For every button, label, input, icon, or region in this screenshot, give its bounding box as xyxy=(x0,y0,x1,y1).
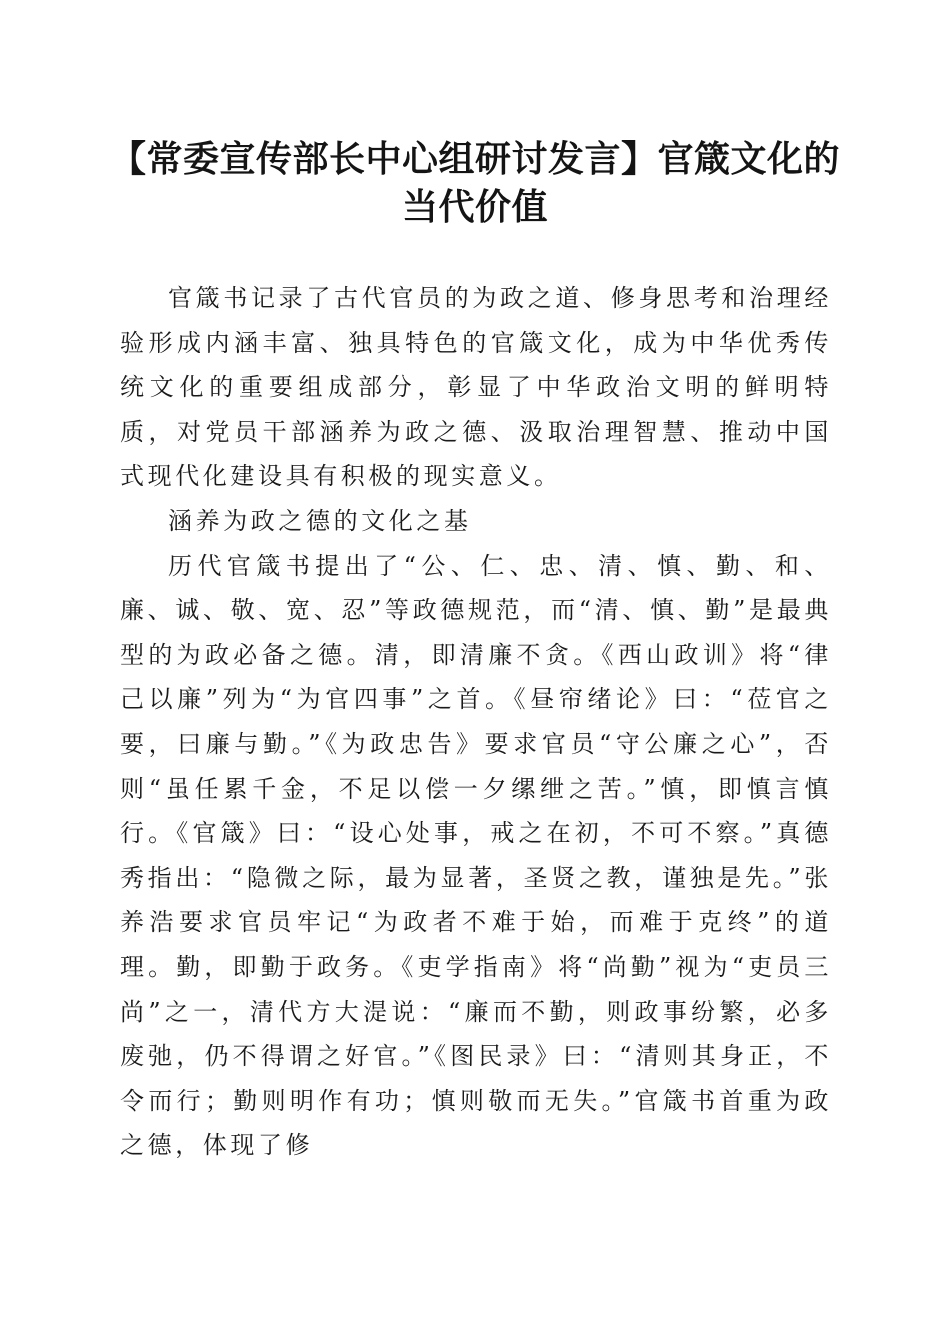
body-paragraph: 历代官箴书提出了“公、仁、忠、清、慎、勤、和、廉、诚、敬、宽、忍”等政德规范，而“清、慎、勤”是最典型的为政必备之德。清，即清廉不贪。《西山政训》将“律己以廉”列为“为官四事”之首。《昼帘绪论》曰：“莅官之要，曰廉与勤。”《为政忠告》要求官员“守公廉之心”，否则“虽任累千金，不足以偿一夕缧绁之苦。”慎，即慎言慎行。《官箴》曰：“设心处事，戒之在初，不可不察。”真德秀指出：“隐微之际，最为显著，圣贤之教，谨独是先。”张养浩要求官员牢记“为政者不难于始，而难于克终”的道理。勤，即勤于政务。《吏学指南》将“尚勤”视为“吏员三尚”之一，清代方大湜说：“廉而不勤，则政事纷繁，必多废弛，仍不得谓之好官。”《图民录》曰：“清则其身正，不令而行；勤则明作有功；慎则敬而无失。”官箴书首重为政之德，体现了修 xyxy=(120,551,832,1160)
intro-paragraph: 官箴书记录了古代官员的为政之道、修身思考和治理经验形成内涵丰富、独具特色的官箴文化，成为中华优秀传统文化的重要组成部分，彰显了中华政治文明的鲜明特质，对党员干部涵养为政之德、汲取治理智慧、推动中国式现代化建设具有积极的现实意义。 xyxy=(120,284,832,491)
section-heading: 涵养为政之德的文化之基 xyxy=(168,506,472,535)
document-title: 【常委宣传部长中心组研讨发言】官箴文化的当代价值 xyxy=(110,139,841,228)
document-body xyxy=(120,276,832,1168)
